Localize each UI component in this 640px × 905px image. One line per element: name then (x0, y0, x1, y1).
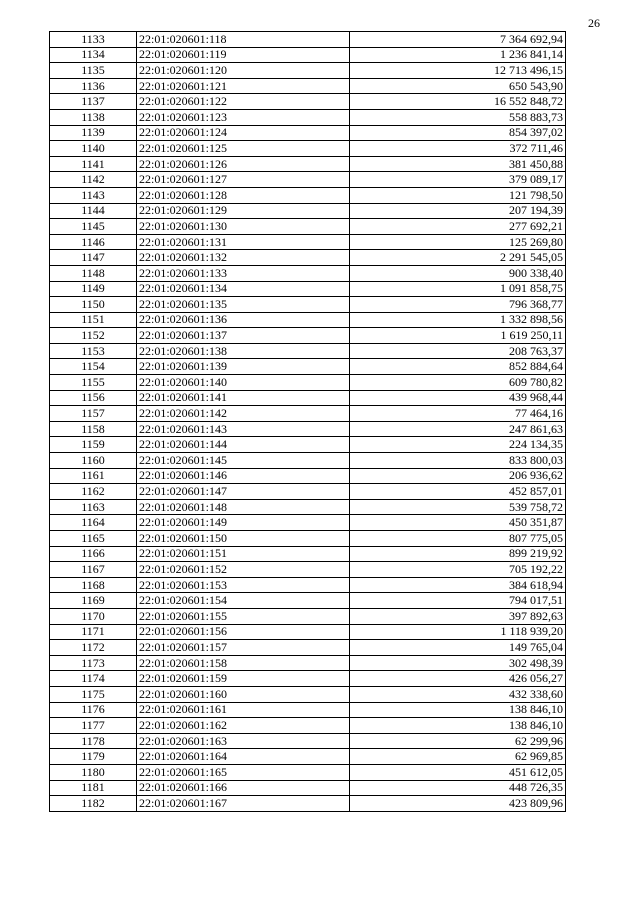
table-row (50, 203, 566, 219)
row-number-cell: 1159 (50, 437, 137, 453)
cadastral-value-cell: 423 809,96 (350, 796, 566, 812)
cadastral-value-cell: 121 798,50 (350, 187, 566, 203)
cadastral-number-cell: 22:01:020601:140 (137, 375, 350, 391)
cadastral-value-cell: 899 219,92 (350, 546, 566, 562)
table-row (50, 234, 566, 250)
cadastral-value-cell: 1 118 939,20 (350, 624, 566, 640)
table-row (50, 78, 566, 94)
row-number-cell: 1152 (50, 328, 137, 344)
table-row (50, 546, 566, 562)
row-number-cell: 1155 (50, 375, 137, 391)
cadastral-value-cell: 384 618,94 (350, 577, 566, 593)
cadastral-number-cell: 22:01:020601:157 (137, 640, 350, 656)
cadastral-number-cell: 22:01:020601:118 (137, 32, 350, 48)
table-row (50, 359, 566, 375)
table-row (50, 250, 566, 266)
cadastral-value-cell: 207 194,39 (350, 203, 566, 219)
table-row (50, 343, 566, 359)
cadastral-number-cell: 22:01:020601:164 (137, 749, 350, 765)
table-row (50, 187, 566, 203)
cadastral-number-cell: 22:01:020601:146 (137, 468, 350, 484)
table-row (50, 702, 566, 718)
table-row (50, 94, 566, 110)
cadastral-number-cell: 22:01:020601:134 (137, 281, 350, 297)
row-number-cell: 1169 (50, 593, 137, 609)
cadastral-number-cell: 22:01:020601:136 (137, 312, 350, 328)
cadastral-value-cell: 379 089,17 (350, 172, 566, 188)
row-number-cell: 1139 (50, 125, 137, 141)
cadastral-value-cell: 609 780,82 (350, 375, 566, 391)
cadastral-number-cell: 22:01:020601:163 (137, 733, 350, 749)
cadastral-value-cell: 224 134,35 (350, 437, 566, 453)
cadastral-number-cell: 22:01:020601:139 (137, 359, 350, 375)
row-number-cell: 1142 (50, 172, 137, 188)
cadastral-value-cell: 277 692,21 (350, 219, 566, 235)
row-number-cell: 1172 (50, 640, 137, 656)
cadastral-value-cell: 2 291 545,05 (350, 250, 566, 266)
table-body (50, 32, 566, 812)
cadastral-value-cell: 439 968,44 (350, 390, 566, 406)
cadastral-number-cell: 22:01:020601:167 (137, 796, 350, 812)
row-number-cell: 1180 (50, 764, 137, 780)
cadastral-number-cell: 22:01:020601:133 (137, 265, 350, 281)
table-row (50, 499, 566, 515)
row-number-cell: 1141 (50, 156, 137, 172)
cadastral-number-cell: 22:01:020601:148 (137, 499, 350, 515)
row-number-cell: 1147 (50, 250, 137, 266)
row-number-cell: 1146 (50, 234, 137, 250)
row-number-cell: 1162 (50, 484, 137, 500)
cadastral-value-cell: 12 713 496,15 (350, 63, 566, 79)
row-number-cell: 1134 (50, 47, 137, 63)
row-number-cell: 1173 (50, 655, 137, 671)
cadastral-value-cell: 807 775,05 (350, 531, 566, 547)
cadastral-number-cell: 22:01:020601:120 (137, 63, 350, 79)
table-row (50, 780, 566, 796)
row-number-cell: 1182 (50, 796, 137, 812)
cadastral-value-cell: 138 846,10 (350, 702, 566, 718)
cadastral-value-table (49, 31, 566, 812)
table-row (50, 562, 566, 578)
cadastral-number-cell: 22:01:020601:156 (137, 624, 350, 640)
cadastral-value-cell: 62 299,96 (350, 733, 566, 749)
row-number-cell: 1179 (50, 749, 137, 765)
cadastral-value-cell: 558 883,73 (350, 109, 566, 125)
table-row (50, 328, 566, 344)
row-number-cell: 1157 (50, 406, 137, 422)
row-number-cell: 1156 (50, 390, 137, 406)
table-row (50, 593, 566, 609)
cadastral-number-cell: 22:01:020601:161 (137, 702, 350, 718)
row-number-cell: 1145 (50, 219, 137, 235)
cadastral-value-cell: 451 612,05 (350, 764, 566, 780)
table-row (50, 32, 566, 48)
cadastral-value-cell: 1 091 858,75 (350, 281, 566, 297)
cadastral-value-cell: 397 892,63 (350, 608, 566, 624)
table-row (50, 156, 566, 172)
cadastral-number-cell: 22:01:020601:123 (137, 109, 350, 125)
row-number-cell: 1133 (50, 32, 137, 48)
cadastral-number-cell: 22:01:020601:129 (137, 203, 350, 219)
cadastral-number-cell: 22:01:020601:143 (137, 421, 350, 437)
table-row (50, 125, 566, 141)
row-number-cell: 1150 (50, 297, 137, 313)
cadastral-number-cell: 22:01:020601:162 (137, 718, 350, 734)
table-row (50, 624, 566, 640)
row-number-cell: 1177 (50, 718, 137, 734)
row-number-cell: 1138 (50, 109, 137, 125)
cadastral-number-cell: 22:01:020601:126 (137, 156, 350, 172)
cadastral-number-cell: 22:01:020601:124 (137, 125, 350, 141)
cadastral-number-cell: 22:01:020601:132 (137, 250, 350, 266)
table-row (50, 437, 566, 453)
cadastral-number-cell: 22:01:020601:151 (137, 546, 350, 562)
row-number-cell: 1175 (50, 686, 137, 702)
row-number-cell: 1148 (50, 265, 137, 281)
table-row (50, 63, 566, 79)
table-row (50, 671, 566, 687)
row-number-cell: 1160 (50, 453, 137, 469)
table-row (50, 375, 566, 391)
table-row (50, 577, 566, 593)
cadastral-number-cell: 22:01:020601:130 (137, 219, 350, 235)
row-number-cell: 1161 (50, 468, 137, 484)
table-row (50, 718, 566, 734)
table-row (50, 406, 566, 422)
cadastral-value-cell: 381 450,88 (350, 156, 566, 172)
row-number-cell: 1163 (50, 499, 137, 515)
cadastral-number-cell: 22:01:020601:138 (137, 343, 350, 359)
cadastral-value-cell: 450 351,87 (350, 515, 566, 531)
cadastral-number-cell: 22:01:020601:121 (137, 78, 350, 94)
row-number-cell: 1158 (50, 421, 137, 437)
cadastral-value-cell: 650 543,90 (350, 78, 566, 94)
table-row (50, 749, 566, 765)
cadastral-number-cell: 22:01:020601:165 (137, 764, 350, 780)
cadastral-number-cell: 22:01:020601:122 (137, 94, 350, 110)
cadastral-value-cell: 854 397,02 (350, 125, 566, 141)
cadastral-value-cell: 16 552 848,72 (350, 94, 566, 110)
cadastral-number-cell: 22:01:020601:125 (137, 141, 350, 157)
row-number-cell: 1144 (50, 203, 137, 219)
row-number-cell: 1171 (50, 624, 137, 640)
table-row (50, 686, 566, 702)
table-row (50, 515, 566, 531)
cadastral-number-cell: 22:01:020601:150 (137, 531, 350, 547)
cadastral-value-cell: 448 726,35 (350, 780, 566, 796)
table-row (50, 453, 566, 469)
table-row (50, 484, 566, 500)
cadastral-number-cell: 22:01:020601:149 (137, 515, 350, 531)
cadastral-value-cell: 432 338,60 (350, 686, 566, 702)
table-row (50, 796, 566, 812)
table-row (50, 172, 566, 188)
row-number-cell: 1178 (50, 733, 137, 749)
cadastral-value-cell: 206 936,62 (350, 468, 566, 484)
row-number-cell: 1154 (50, 359, 137, 375)
cadastral-value-cell: 539 758,72 (350, 499, 566, 515)
table-row (50, 655, 566, 671)
cadastral-value-cell: 705 192,22 (350, 562, 566, 578)
row-number-cell: 1176 (50, 702, 137, 718)
cadastral-value-cell: 852 884,64 (350, 359, 566, 375)
cadastral-number-cell: 22:01:020601:131 (137, 234, 350, 250)
row-number-cell: 1168 (50, 577, 137, 593)
row-number-cell: 1137 (50, 94, 137, 110)
cadastral-value-cell: 426 056,27 (350, 671, 566, 687)
table-row (50, 764, 566, 780)
cadastral-number-cell: 22:01:020601:144 (137, 437, 350, 453)
cadastral-value-cell: 1 332 898,56 (350, 312, 566, 328)
table-row (50, 312, 566, 328)
row-number-cell: 1153 (50, 343, 137, 359)
table-row (50, 421, 566, 437)
table-row (50, 141, 566, 157)
cadastral-number-cell: 22:01:020601:137 (137, 328, 350, 344)
row-number-cell: 1149 (50, 281, 137, 297)
cadastral-number-cell: 22:01:020601:153 (137, 577, 350, 593)
cadastral-value-cell: 372 711,46 (350, 141, 566, 157)
row-number-cell: 1151 (50, 312, 137, 328)
cadastral-number-cell: 22:01:020601:135 (137, 297, 350, 313)
row-number-cell: 1165 (50, 531, 137, 547)
cadastral-number-cell: 22:01:020601:159 (137, 671, 350, 687)
cadastral-number-cell: 22:01:020601:145 (137, 453, 350, 469)
table-row (50, 390, 566, 406)
cadastral-value-cell: 7 364 692,94 (350, 32, 566, 48)
row-number-cell: 1170 (50, 608, 137, 624)
cadastral-value-cell: 302 498,39 (350, 655, 566, 671)
cadastral-value-cell: 1 619 250,11 (350, 328, 566, 344)
row-number-cell: 1136 (50, 78, 137, 94)
table-row (50, 468, 566, 484)
table-row (50, 531, 566, 547)
cadastral-number-cell: 22:01:020601:142 (137, 406, 350, 422)
row-number-cell: 1135 (50, 63, 137, 79)
cadastral-value-cell: 125 269,80 (350, 234, 566, 250)
cadastral-number-cell: 22:01:020601:141 (137, 390, 350, 406)
cadastral-value-cell: 138 846,10 (350, 718, 566, 734)
table-row (50, 109, 566, 125)
row-number-cell: 1143 (50, 187, 137, 203)
row-number-cell: 1140 (50, 141, 137, 157)
table-row (50, 608, 566, 624)
table-row (50, 297, 566, 313)
row-number-cell: 1164 (50, 515, 137, 531)
cadastral-value-cell: 247 861,63 (350, 421, 566, 437)
cadastral-value-cell: 1 236 841,14 (350, 47, 566, 63)
cadastral-number-cell: 22:01:020601:127 (137, 172, 350, 188)
page-number: 26 (588, 16, 600, 30)
cadastral-value-cell: 62 969,85 (350, 749, 566, 765)
table-row (50, 47, 566, 63)
cadastral-number-cell: 22:01:020601:158 (137, 655, 350, 671)
cadastral-value-cell: 796 368,77 (350, 297, 566, 313)
cadastral-number-cell: 22:01:020601:154 (137, 593, 350, 609)
table-row (50, 281, 566, 297)
cadastral-number-cell: 22:01:020601:155 (137, 608, 350, 624)
cadastral-number-cell: 22:01:020601:128 (137, 187, 350, 203)
cadastral-value-cell: 900 338,40 (350, 265, 566, 281)
cadastral-number-cell: 22:01:020601:160 (137, 686, 350, 702)
row-number-cell: 1181 (50, 780, 137, 796)
row-number-cell: 1174 (50, 671, 137, 687)
cadastral-number-cell: 22:01:020601:152 (137, 562, 350, 578)
cadastral-value-cell: 149 765,04 (350, 640, 566, 656)
cadastral-number-cell: 22:01:020601:147 (137, 484, 350, 500)
row-number-cell: 1167 (50, 562, 137, 578)
table-row (50, 219, 566, 235)
cadastral-number-cell: 22:01:020601:166 (137, 780, 350, 796)
table-row (50, 640, 566, 656)
cadastral-value-cell: 794 017,51 (350, 593, 566, 609)
row-number-cell: 1166 (50, 546, 137, 562)
table-row (50, 265, 566, 281)
table-row (50, 733, 566, 749)
cadastral-value-cell: 208 763,37 (350, 343, 566, 359)
cadastral-value-cell: 833 800,03 (350, 453, 566, 469)
cadastral-value-cell: 452 857,01 (350, 484, 566, 500)
cadastral-number-cell: 22:01:020601:119 (137, 47, 350, 63)
cadastral-value-cell: 77 464,16 (350, 406, 566, 422)
